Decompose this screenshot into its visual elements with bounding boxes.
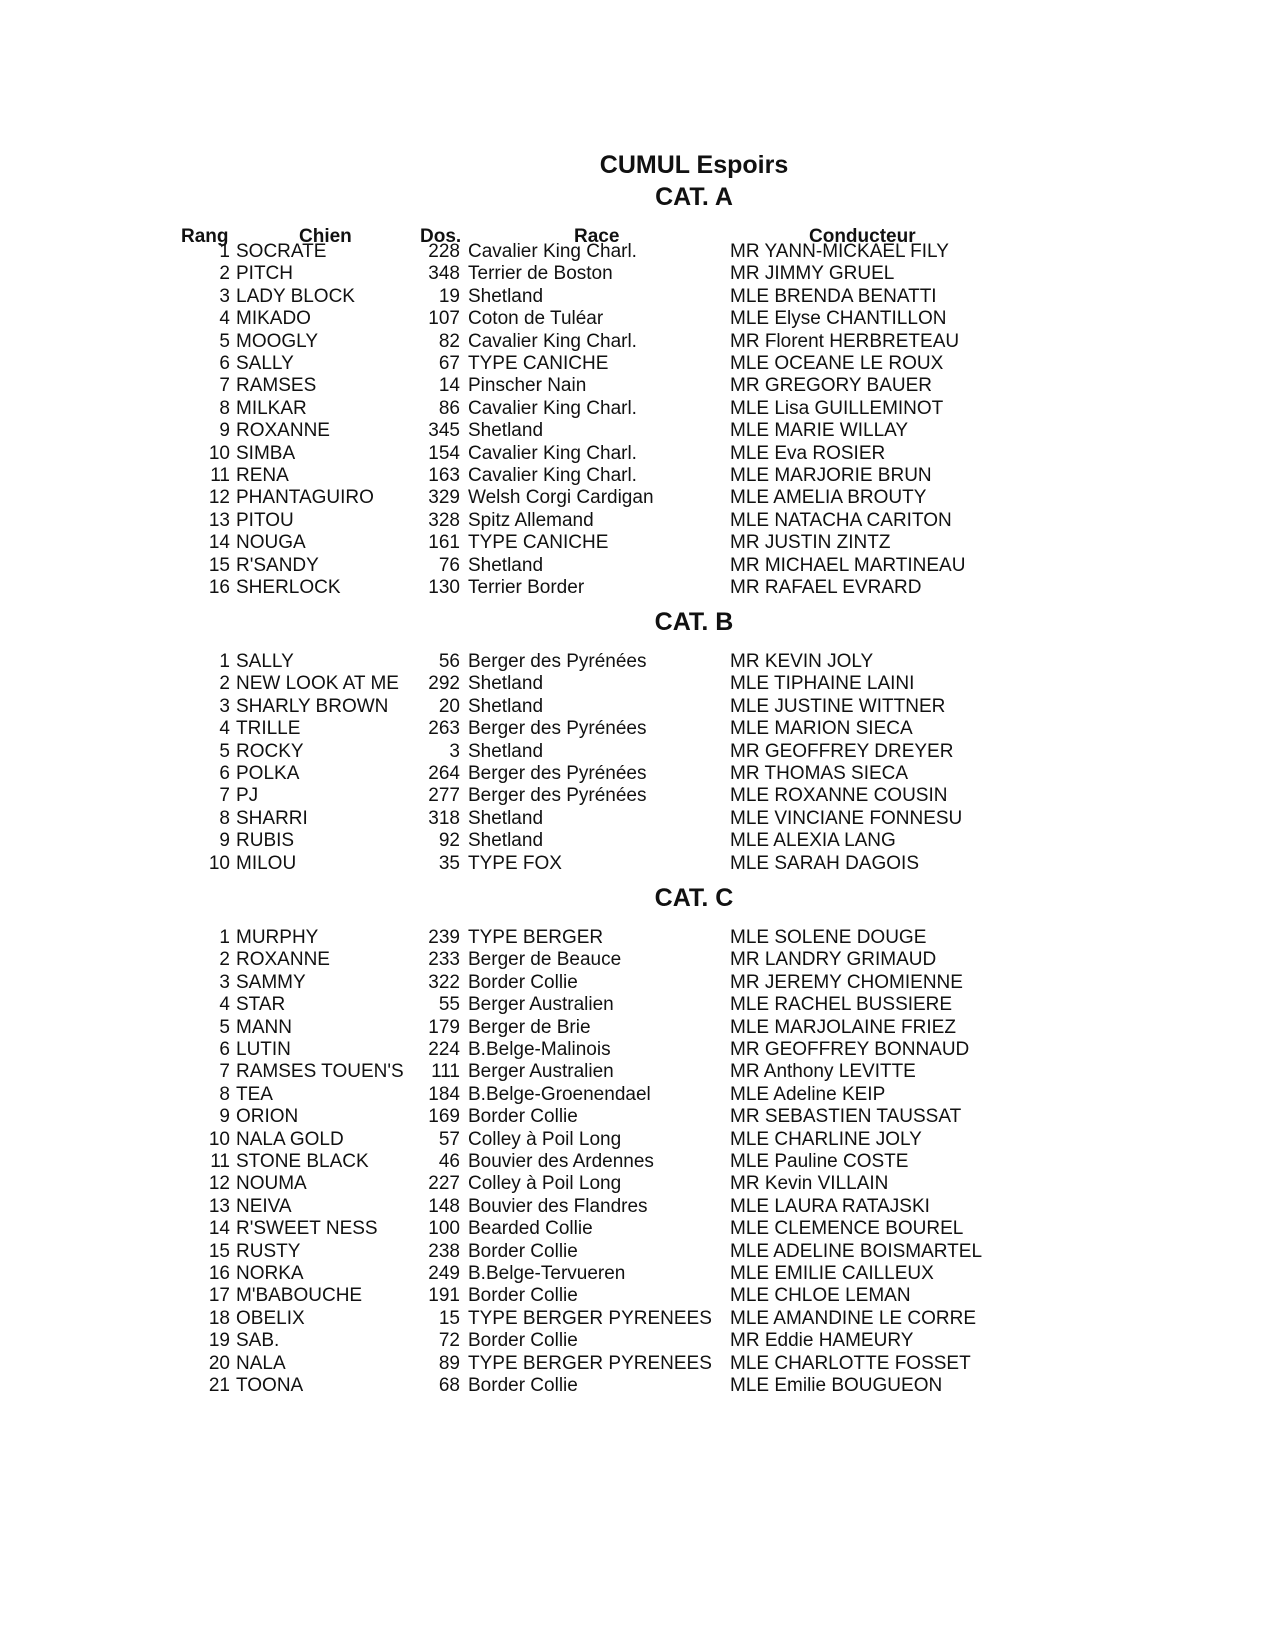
dos-cell: 3 (449, 740, 460, 762)
header-chien: Chien (299, 226, 352, 247)
race-cell: TYPE FOX (468, 852, 562, 874)
table-row (0, 262, 1275, 285)
table-row (0, 531, 1275, 554)
conducteur-cell: MLE ADELINE BOISMARTEL (730, 1240, 983, 1262)
dos-cell: 56 (438, 651, 460, 672)
chien-cell: SOCRATE (236, 241, 327, 262)
category-heading: CAT. C (654, 884, 734, 912)
dos-cell: 233 (428, 949, 460, 971)
chien-cell: MOOGLY (236, 330, 318, 352)
rang-cell: 7 (219, 785, 230, 807)
table-row (0, 717, 1275, 740)
dos-cell: 111 (431, 1061, 460, 1083)
table-row (0, 1195, 1275, 1218)
rang-cell: 1 (219, 927, 230, 948)
chien-cell: MILKAR (236, 397, 307, 419)
dos-cell: 239 (428, 927, 460, 948)
dos-cell: 89 (438, 1352, 460, 1374)
table-row (0, 374, 1275, 397)
table-row (0, 419, 1275, 442)
rang-cell: 12 (208, 1173, 230, 1195)
dos-cell: 76 (438, 554, 460, 576)
race-cell: Cavalier King Charl. (468, 442, 637, 464)
rang-cell: 7 (219, 375, 230, 397)
race-cell: Border Collie (468, 1285, 578, 1307)
dos-cell: 345 (428, 420, 460, 442)
chien-cell: SHERLOCK (236, 577, 341, 598)
chien-cell: SALLY (236, 651, 294, 672)
race-cell: Colley à Poil Long (468, 1128, 622, 1150)
table-row (0, 1172, 1275, 1195)
rang-cell: 3 (219, 695, 230, 717)
chien-cell: LUTIN (236, 1039, 291, 1060)
table-row (0, 307, 1275, 330)
race-cell: B.Belge-Malinois (468, 1039, 611, 1060)
conducteur-cell: MLE NATACHA CARITON (730, 509, 952, 531)
race-cell: Border Collie (468, 1240, 578, 1262)
dos-cell: 14 (438, 375, 460, 397)
race-cell: B.Belge-Groenendael (468, 1083, 651, 1105)
dos-cell: 130 (428, 577, 460, 598)
rang-cell: 7 (219, 1061, 230, 1083)
dos-cell: 82 (438, 330, 460, 352)
table-row (0, 971, 1275, 994)
rang-cell: 14 (208, 532, 230, 554)
race-cell: Terrier de Boston (468, 263, 613, 285)
race-cell: Spitz Allemand (468, 509, 594, 531)
rang-cell: 6 (219, 353, 230, 374)
chien-cell: SAMMY (236, 971, 306, 993)
dos-cell: 169 (428, 1106, 460, 1128)
chien-cell: ROCKY (236, 740, 304, 762)
conducteur-cell: MR JUSTIN ZINTZ (730, 532, 891, 554)
race-cell: Border Collie (468, 1330, 578, 1352)
rang-cell: 11 (210, 465, 230, 486)
rang-cell: 10 (208, 442, 230, 464)
category-heading: CAT. B (654, 608, 734, 636)
race-cell: Shetland (468, 420, 544, 442)
chien-cell: MANN (236, 1016, 292, 1038)
table-row (0, 1374, 1275, 1397)
race-cell: Cavalier King Charl. (468, 330, 637, 352)
race-cell: Pinscher Nain (468, 375, 587, 397)
chien-cell: PJ (236, 785, 259, 807)
conducteur-cell: MR Kevin VILLAIN (730, 1173, 889, 1195)
dos-cell: 55 (438, 994, 460, 1016)
conducteur-cell: MLE OCEANE LE ROUX (730, 353, 944, 374)
conducteur-cell: MR GEOFFREY DREYER (730, 740, 954, 762)
table-row (0, 1307, 1275, 1330)
conducteur-cell: MLE SOLENE DOUGE (730, 927, 927, 948)
header-dos: Dos. (420, 226, 462, 247)
table-row (0, 1083, 1275, 1106)
race-cell: Shetland (468, 673, 544, 695)
rang-cell: 8 (219, 807, 230, 829)
dos-cell: 238 (428, 1240, 460, 1262)
dos-cell: 67 (438, 353, 460, 374)
race-cell: Shetland (468, 554, 544, 576)
chien-cell: MILOU (236, 852, 297, 874)
chien-cell: OBELIX (236, 1307, 305, 1329)
table-row (0, 650, 1275, 673)
conducteur-cell: MR GREGORY BAUER (730, 375, 933, 397)
chien-cell: ROXANNE (236, 420, 330, 442)
dos-cell: 224 (428, 1039, 460, 1060)
conducteur-cell: MR YANN-MICKAEL FILY (730, 241, 949, 262)
dos-cell: 277 (428, 785, 460, 807)
dos-cell: 68 (438, 1375, 460, 1396)
race-cell: Shetland (468, 807, 544, 829)
conducteur-cell: MLE BRENDA BENATTI (730, 285, 937, 307)
header-rang: Rang (181, 226, 229, 247)
table-row (0, 1128, 1275, 1151)
chien-cell: LADY BLOCK (236, 285, 355, 307)
chien-cell: R'SANDY (236, 554, 319, 576)
header-race: Race (574, 226, 620, 247)
conducteur-cell: MLE CHARLINE JOLY (730, 1128, 922, 1150)
conducteur-cell: MLE Eva ROSIER (730, 442, 886, 464)
race-cell: Bearded Collie (468, 1218, 593, 1240)
dos-cell: 20 (438, 695, 460, 717)
dos-cell: 328 (428, 509, 460, 531)
dos-cell: 322 (428, 971, 460, 993)
conducteur-cell: MLE JUSTINE WITTNER (730, 695, 946, 717)
rang-cell: 16 (208, 577, 230, 598)
conducteur-cell: MLE LAURA RATAJSKI (730, 1195, 930, 1217)
dos-cell: 348 (428, 263, 460, 285)
conducteur-cell: MLE CHARLOTTE FOSSET (730, 1352, 971, 1374)
chien-cell: PHANTAGUIRO (236, 487, 374, 509)
rang-cell: 21 (208, 1375, 230, 1396)
conducteur-cell: MLE SARAH DAGOIS (730, 852, 919, 874)
conducteur-cell: MLE MARJOLAINE FRIEZ (730, 1016, 956, 1038)
chien-cell: PITOU (236, 509, 294, 531)
chien-cell: RENA (236, 465, 289, 486)
race-cell: Coton de Tuléar (468, 308, 604, 330)
dos-cell: 179 (428, 1016, 460, 1038)
table-row (0, 740, 1275, 763)
dos-cell: 263 (428, 718, 460, 740)
conducteur-cell: MLE CLEMENCE BOUREL (730, 1218, 964, 1240)
dos-cell: 154 (428, 442, 460, 464)
race-cell: Berger de Brie (468, 1016, 591, 1038)
rang-cell: 3 (219, 285, 230, 307)
chien-cell: TRILLE (236, 718, 301, 740)
race-cell: Shetland (468, 830, 544, 852)
rang-cell: 9 (219, 1106, 230, 1128)
race-cell: Berger Australien (468, 994, 614, 1016)
conducteur-cell: MLE RACHEL BUSSIERE (730, 994, 953, 1016)
dos-cell: 46 (438, 1151, 460, 1172)
conducteur-cell: MLE TIPHAINE LAINI (730, 673, 915, 695)
table-row (0, 1329, 1275, 1352)
table-row (0, 486, 1275, 509)
table-row (0, 1150, 1275, 1173)
table-row (0, 1016, 1275, 1039)
rang-cell: 12 (208, 487, 230, 509)
rang-cell: 14 (208, 1218, 230, 1240)
chien-cell: SHARLY BROWN (236, 695, 389, 717)
chien-cell: MIKADO (236, 308, 311, 330)
table-row (0, 285, 1275, 308)
chien-cell: POLKA (236, 763, 300, 784)
table-row (0, 1284, 1275, 1307)
rang-cell: 5 (219, 330, 230, 352)
table-row (0, 948, 1275, 971)
table-row (0, 672, 1275, 695)
table-row (0, 1240, 1275, 1263)
table-row (0, 1217, 1275, 1240)
chien-cell: SALLY (236, 353, 294, 374)
race-cell: Berger de Beauce (468, 949, 622, 971)
dos-cell: 191 (428, 1285, 460, 1307)
rang-cell: 2 (219, 263, 230, 285)
table-row (0, 1262, 1275, 1285)
rang-cell: 9 (219, 830, 230, 852)
conducteur-cell: MLE Adeline KEIP (730, 1083, 886, 1105)
conducteur-cell: MLE ROXANNE COUSIN (730, 785, 948, 807)
chien-cell: R'SWEET NESS (236, 1218, 378, 1240)
race-cell: Welsh Corgi Cardigan (468, 487, 654, 509)
table-row (0, 509, 1275, 532)
rang-cell: 4 (219, 718, 230, 740)
rang-cell: 18 (208, 1307, 230, 1329)
chien-cell: TEA (236, 1083, 273, 1105)
race-cell: Berger des Pyrénées (468, 763, 647, 784)
chien-cell: RUSTY (236, 1240, 301, 1262)
race-cell: Border Collie (468, 971, 578, 993)
dos-cell: 92 (438, 830, 460, 852)
rang-cell: 13 (208, 1195, 230, 1217)
chien-cell: PITCH (236, 263, 293, 285)
dos-cell: 228 (428, 241, 460, 262)
category-a-heading: CAT. A (655, 183, 733, 211)
chien-cell: NOUMA (236, 1173, 307, 1195)
rang-cell: 6 (219, 763, 230, 784)
race-cell: Cavalier King Charl. (468, 465, 637, 486)
chien-cell: NALA GOLD (236, 1128, 344, 1150)
conducteur-cell: MR LANDRY GRIMAUD (730, 949, 937, 971)
chien-cell: MURPHY (236, 927, 319, 948)
table-row (0, 829, 1275, 852)
table-row (0, 442, 1275, 465)
conducteur-cell: MR Anthony LEVITTE (730, 1061, 916, 1083)
rang-cell: 10 (208, 852, 230, 874)
race-cell: TYPE BERGER (468, 927, 604, 948)
rang-cell: 13 (208, 509, 230, 531)
race-cell: TYPE CANICHE (468, 532, 609, 554)
table-row (0, 352, 1275, 375)
table-row (0, 762, 1275, 785)
conducteur-cell: MLE Pauline COSTE (730, 1151, 909, 1172)
rang-cell: 3 (219, 971, 230, 993)
conducteur-cell: MLE AMANDINE LE CORRE (730, 1307, 976, 1329)
rang-cell: 17 (208, 1285, 230, 1307)
conducteur-cell: MR GEOFFREY BONNAUD (730, 1039, 970, 1060)
rang-cell: 2 (219, 949, 230, 971)
conducteur-cell: MLE VINCIANE FONNESU (730, 807, 963, 829)
dos-cell: 86 (438, 397, 460, 419)
chien-cell: SAB. (236, 1330, 280, 1352)
chien-cell: RAMSES TOUEN'S (236, 1061, 404, 1083)
race-cell: Cavalier King Charl. (468, 241, 637, 262)
race-cell: Bouvier des Flandres (468, 1195, 648, 1217)
conducteur-cell: MR Florent HERBRETEAU (730, 330, 960, 352)
rang-cell: 8 (219, 397, 230, 419)
chien-cell: STONE BLACK (236, 1151, 369, 1172)
chien-cell: SHARRI (236, 807, 308, 829)
dos-cell: 107 (428, 308, 460, 330)
rang-cell: 11 (210, 1151, 230, 1172)
table-row (0, 1105, 1275, 1128)
race-cell: Berger des Pyrénées (468, 651, 647, 672)
dos-cell: 100 (428, 1218, 460, 1240)
rang-cell: 4 (219, 994, 230, 1016)
conducteur-cell: MLE Lisa GUILLEMINOT (730, 397, 944, 419)
chien-cell: SIMBA (236, 442, 296, 464)
dos-cell: 184 (428, 1083, 460, 1105)
race-cell: Border Collie (468, 1375, 578, 1396)
table-row (0, 993, 1275, 1016)
conducteur-cell: MR JIMMY GRUEL (730, 263, 895, 285)
conducteur-cell: MR Eddie HAMEURY (730, 1330, 914, 1352)
conducteur-cell: MR MICHAEL MARTINEAU (730, 554, 966, 576)
race-cell: Colley à Poil Long (468, 1173, 622, 1195)
dos-cell: 329 (428, 487, 460, 509)
dos-cell: 249 (428, 1263, 460, 1284)
table-row (0, 1352, 1275, 1375)
document-title: CUMUL Espoirs (599, 151, 789, 179)
chien-cell: NEIVA (236, 1195, 292, 1217)
table-row (0, 807, 1275, 830)
dos-cell: 227 (428, 1173, 460, 1195)
race-cell: Cavalier King Charl. (468, 397, 637, 419)
conducteur-cell: MLE Elyse CHANTILLON (730, 308, 947, 330)
table-row (0, 784, 1275, 807)
rang-cell: 8 (219, 1083, 230, 1105)
dos-cell: 292 (428, 673, 460, 695)
conducteur-cell: MR RAFAEL EVRARD (730, 577, 922, 598)
dos-cell: 148 (428, 1195, 460, 1217)
race-cell: Border Collie (468, 1106, 578, 1128)
dos-cell: 19 (438, 285, 460, 307)
race-cell: TYPE CANICHE (468, 353, 609, 374)
rang-cell: 19 (208, 1330, 230, 1352)
conducteur-cell: MLE MARJORIE BRUN (730, 465, 932, 486)
conducteur-cell: MR JEREMY CHOMIENNE (730, 971, 963, 993)
chien-cell: NEW LOOK AT ME (236, 673, 399, 695)
chien-cell: RUBIS (236, 830, 295, 852)
race-cell: Shetland (468, 740, 544, 762)
table-row (0, 1038, 1275, 1061)
race-cell: Berger des Pyrénées (468, 718, 647, 740)
rang-cell: 5 (219, 740, 230, 762)
race-cell: Terrier Border (468, 577, 585, 598)
chien-cell: NORKA (236, 1263, 304, 1284)
conducteur-cell: MLE CHLOE LEMAN (730, 1285, 911, 1307)
dos-cell: 35 (438, 852, 460, 874)
rang-cell: 16 (208, 1263, 230, 1284)
dos-cell: 264 (428, 763, 460, 784)
rang-cell: 20 (208, 1352, 230, 1374)
table-row (0, 926, 1275, 949)
table-row (0, 576, 1275, 599)
table-row (0, 1060, 1275, 1083)
conducteur-cell: MLE EMILIE CAILLEUX (730, 1263, 934, 1284)
rang-cell: 1 (219, 241, 230, 262)
conducteur-cell: MR THOMAS SIECA (730, 763, 909, 784)
dos-cell: 72 (438, 1330, 460, 1352)
race-cell: Shetland (468, 695, 544, 717)
rang-cell: 15 (208, 1240, 230, 1262)
race-cell: Bouvier des Ardennes (468, 1151, 654, 1172)
conducteur-cell: MLE MARIE WILLAY (730, 420, 909, 442)
conducteur-cell: MLE Emilie BOUGUEON (730, 1375, 943, 1396)
table-row (0, 240, 1275, 263)
rang-cell: 2 (219, 673, 230, 695)
header-conducteur: Conducteur (809, 226, 916, 247)
dos-cell: 161 (428, 532, 460, 554)
table-row (0, 397, 1275, 420)
conducteur-cell: MR KEVIN JOLY (730, 651, 874, 672)
rang-cell: 10 (208, 1128, 230, 1150)
chien-cell: M'BABOUCHE (236, 1285, 363, 1307)
table-row (0, 852, 1275, 875)
chien-cell: NOUGA (236, 532, 306, 554)
conducteur-cell: MR SEBASTIEN TAUSSAT (730, 1106, 962, 1128)
dos-cell: 318 (428, 807, 460, 829)
conducteur-cell: MLE MARION SIECA (730, 718, 913, 740)
rang-cell: 4 (219, 308, 230, 330)
rang-cell: 9 (219, 420, 230, 442)
rang-cell: 15 (208, 554, 230, 576)
dos-cell: 15 (438, 1307, 460, 1329)
race-cell: TYPE BERGER PYRENEES (468, 1307, 712, 1329)
conducteur-cell: MLE ALEXIA LANG (730, 830, 896, 852)
conducteur-cell: MLE AMELIA BROUTY (730, 487, 927, 509)
rang-cell: 5 (219, 1016, 230, 1038)
chien-cell: STAR (236, 994, 286, 1016)
dos-cell: 163 (428, 465, 460, 486)
table-row (0, 554, 1275, 577)
chien-cell: RAMSES (236, 375, 317, 397)
chien-cell: NALA (236, 1352, 286, 1374)
dos-cell: 57 (438, 1128, 460, 1150)
table-row (0, 695, 1275, 718)
table-row (0, 464, 1275, 487)
chien-cell: ROXANNE (236, 949, 330, 971)
rang-cell: 1 (219, 651, 230, 672)
race-cell: Berger des Pyrénées (468, 785, 647, 807)
race-cell: B.Belge-Tervueren (468, 1263, 626, 1284)
chien-cell: ORION (236, 1106, 299, 1128)
table-row (0, 330, 1275, 353)
chien-cell: TOONA (236, 1375, 304, 1396)
race-cell: TYPE BERGER PYRENEES (468, 1352, 712, 1374)
rang-cell: 6 (219, 1039, 230, 1060)
race-cell: Shetland (468, 285, 544, 307)
race-cell: Berger Australien (468, 1061, 614, 1083)
